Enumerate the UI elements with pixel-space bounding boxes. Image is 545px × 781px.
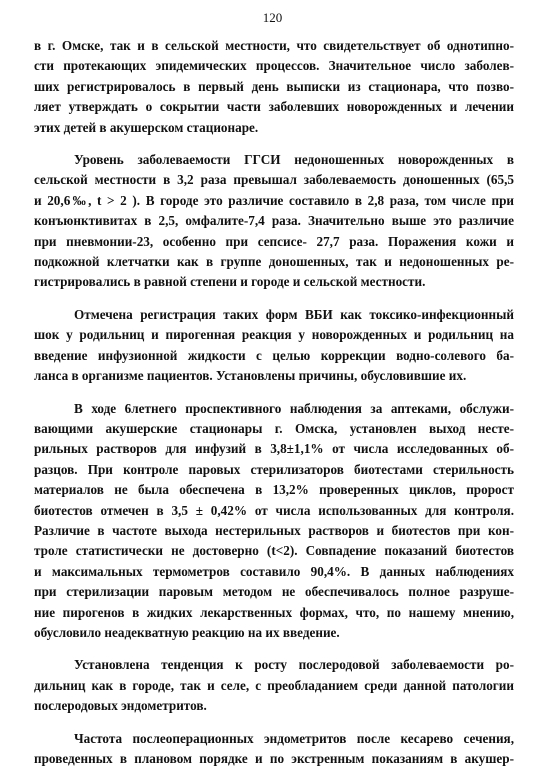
paragraph-3 xyxy=(34,305,514,387)
text-line: ланса в организме пациентов. Установлены причины, обусловившие их. xyxy=(34,368,467,384)
text-line: вающими акушерские стационары г. Омска, установлен выход несте- xyxy=(34,420,514,436)
paragraph-4 xyxy=(34,399,514,644)
text-line: при стерилизации паровым методом не обеспечивалось полное разруше- xyxy=(34,584,514,600)
text-line: сти протекающих эпидемических процессов. Значительное число заболев- xyxy=(34,58,514,74)
text-line: при пневмонии-23, особенно при сепсисе- 27,7 раза. Поражения кожи и xyxy=(34,233,514,249)
text-line: шок у родильниц и пирогенная реакция у новорожденных и родильниц на xyxy=(34,327,514,343)
document-body xyxy=(34,36,514,781)
text-line: сельской местности в 3,2 раза превышал заболеваемость доношенных (65,5 xyxy=(34,172,514,188)
paragraph-1 xyxy=(34,36,514,138)
text-line: конъюнктивитах в 2,5, омфалите-7,4 раза. Значительно выше это различие xyxy=(34,213,514,229)
text-line: В ходе 6летнего проспективного наблюдения за аптеками, обслужи- xyxy=(74,400,514,416)
paragraph-5 xyxy=(34,655,514,716)
text-line: подкожной клетчатки как в группе доношенных, так и недоношенных ре- xyxy=(34,254,514,270)
text-line: в г. Омске, так и в сельской местности, что свидетельствует об однотипно- xyxy=(34,38,514,53)
paragraph-6 xyxy=(34,729,514,770)
text-line: послеродовых эндометритов. xyxy=(34,698,207,714)
paragraph-2 xyxy=(34,150,514,293)
text-line: рильных растворов для инфузий в 3,8±1,1% от числа исследованных об- xyxy=(34,441,514,457)
text-line: и 20,6‰, t > 2 ). В городе это различие составило в 2,8 раза, том числе при xyxy=(34,192,514,208)
text-line: биотестов отмечен в 3,5 ± 0,42% от числа использованных для контроля. xyxy=(34,502,514,518)
text-line: Уровень заболеваемости ГГСИ недоношенных новорожденных в xyxy=(74,152,514,168)
text-line: гистрировались в равной степени и городе и сельской местности. xyxy=(34,274,426,290)
text-line: и максимальных термометров составило 90,4%. В данных наблюдениях xyxy=(34,563,514,579)
text-line: Частота послеоперационных эндометритов после кесарево сечения, xyxy=(74,730,514,746)
text-line: Установлена тенденция к росту послеродовой заболеваемости ро- xyxy=(74,657,514,673)
text-line: проведенных в плановом порядке и по экстренным показаниям в акушер- xyxy=(34,751,514,766)
text-line: введение инфузионной жидкости с целью коррекции водно-солевого ба- xyxy=(34,347,514,363)
text-line: разцов. При контроле паровых стерилизаторов биотестами стерильность xyxy=(34,461,514,477)
text-line: ние пирогенов в жидких лекарственных формах, что, по нашему мнению, xyxy=(34,604,514,620)
text-line: обусловило неадекватную реакцию на их введение. xyxy=(34,624,340,640)
text-line: Отмечена регистрация таких форм ВБИ как токсико-инфекционный xyxy=(74,306,514,322)
text-line: материалов не была обеспечена в 13,2% проверенных циклов, пророст xyxy=(34,482,514,498)
text-line: троле статистически не достоверно (t<2). Совпадение показаний биотестов xyxy=(34,543,514,559)
text-line: Различие в частоте выхода нестерильных растворов и биотестов при кон- xyxy=(34,522,514,538)
text-line: этих детей в акушерском стационаре. xyxy=(34,119,259,135)
text-line: ляет утверждать о сокрытии части заболевших новорожденных и лечении xyxy=(34,99,514,115)
text-line: ших регистрировалось в первый день выписки из стационара, что позво- xyxy=(34,78,514,94)
page-number: 120 xyxy=(262,10,283,25)
text-line: дильниц как в городе, так и селе, с преобладанием среди данной патологии xyxy=(34,677,514,693)
